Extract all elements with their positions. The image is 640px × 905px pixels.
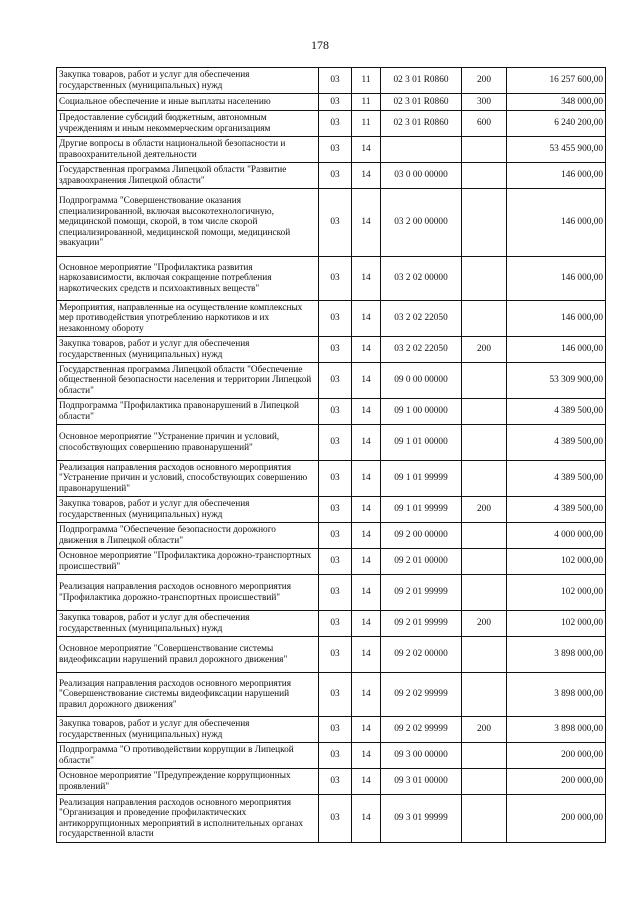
row-expense-type: 200 [462, 497, 507, 523]
row-name: Закупка товаров, работ и услуг для обеспечения государственных (муниципальных) нужд [57, 611, 319, 637]
table-row [57, 497, 606, 523]
table-row [57, 673, 606, 717]
row-section-code: 03 [319, 611, 352, 637]
row-amount: 102 000,00 [507, 575, 606, 611]
row-amount: 348 000,00 [507, 94, 606, 111]
row-expense-type [462, 575, 507, 611]
row-section-code: 03 [319, 743, 352, 769]
row-section-code: 03 [319, 399, 352, 425]
row-section-code: 03 [319, 363, 352, 399]
table-row [57, 425, 606, 461]
table-row [57, 611, 606, 637]
row-section-code: 03 [319, 497, 352, 523]
row-subsection-code: 14 [352, 673, 381, 717]
row-expense-type [462, 257, 507, 301]
row-name: Закупка товаров, работ и услуг для обеспечения государственных (муниципальных) нужд [57, 68, 319, 94]
row-section-code: 03 [319, 337, 352, 363]
row-amount: 53 455 900,00 [507, 137, 606, 163]
row-expense-type: 300 [462, 94, 507, 111]
row-subsection-code: 14 [352, 301, 381, 337]
row-expense-type: 200 [462, 717, 507, 743]
row-subsection-code: 14 [352, 575, 381, 611]
row-name: Основное мероприятие "Профилактика развития наркозависимости, включая сокращение потребления наркотических средств и психоактивных веществ" [57, 257, 319, 301]
row-subsection-code: 14 [352, 637, 381, 673]
row-expense-type [462, 189, 507, 257]
row-target-article: 03 2 02 22050 [381, 337, 462, 363]
row-amount: 146 000,00 [507, 257, 606, 301]
row-target-article: 09 0 00 00000 [381, 363, 462, 399]
table-row [57, 163, 606, 189]
row-subsection-code: 14 [352, 163, 381, 189]
row-subsection-code: 14 [352, 257, 381, 301]
row-section-code: 03 [319, 68, 352, 94]
table-row [57, 337, 606, 363]
row-target-article [381, 137, 462, 163]
row-name: Реализация направления расходов основного мероприятия "Совершенствование системы видеофиксации нарушений правил дорожного движения" [57, 673, 319, 717]
row-expense-type: 200 [462, 68, 507, 94]
row-amount: 102 000,00 [507, 611, 606, 637]
row-amount: 146 000,00 [507, 337, 606, 363]
row-amount: 146 000,00 [507, 189, 606, 257]
row-name: Государственная программа Липецкой области "Обеспечение общественной безопасности населения и территории Липецкой области" [57, 363, 319, 399]
row-name: Основное мероприятие "Устранение причин и условий, способствующих совершению правонарушений" [57, 425, 319, 461]
row-target-article: 09 1 01 99999 [381, 461, 462, 497]
row-target-article: 02 3 01 R0860 [381, 68, 462, 94]
row-amount: 146 000,00 [507, 163, 606, 189]
row-amount: 200 000,00 [507, 795, 606, 843]
row-amount: 102 000,00 [507, 549, 606, 575]
row-subsection-code: 14 [352, 137, 381, 163]
page-number: 178 [311, 38, 329, 52]
table-row [57, 257, 606, 301]
row-name: Закупка товаров, работ и услуг для обеспечения государственных (муниципальных) нужд [57, 497, 319, 523]
row-name: Подпрограмма "Совершенствование оказания специализированной, включая высокотехнологичную, медицинской помощи, скорой, в том числе скорой специализированной, медицинской помощи, медицинской эвакуации" [57, 189, 319, 257]
row-amount: 3 898 000,00 [507, 717, 606, 743]
row-amount: 16 257 600,00 [507, 68, 606, 94]
table-row [57, 301, 606, 337]
row-target-article: 09 2 02 00000 [381, 637, 462, 673]
row-expense-type: 200 [462, 611, 507, 637]
row-amount: 3 898 000,00 [507, 673, 606, 717]
row-subsection-code: 14 [352, 743, 381, 769]
row-target-article: 09 2 02 99999 [381, 717, 462, 743]
row-target-article: 09 2 02 99999 [381, 673, 462, 717]
row-expense-type: 600 [462, 111, 507, 137]
row-expense-type [462, 523, 507, 549]
row-section-code: 03 [319, 94, 352, 111]
row-expense-type [462, 743, 507, 769]
row-subsection-code: 11 [352, 111, 381, 137]
row-section-code: 03 [319, 795, 352, 843]
row-name: Реализация направления расходов основного мероприятия "Профилактика дорожно-транспортных происшествий" [57, 575, 319, 611]
row-name: Социальное обеспечение и иные выплаты населению [57, 94, 319, 111]
row-subsection-code: 14 [352, 337, 381, 363]
row-target-article: 09 3 00 00000 [381, 743, 462, 769]
row-name: Реализация направления расходов основного мероприятия "Организация и проведение профилактических антикоррупционных мероприятий в исполнительных органах государственной власти [57, 795, 319, 843]
row-section-code: 03 [319, 111, 352, 137]
table-row [57, 68, 606, 94]
row-subsection-code: 14 [352, 611, 381, 637]
row-amount: 4 000 000,00 [507, 523, 606, 549]
row-target-article: 09 3 01 00000 [381, 769, 462, 795]
table-row [57, 717, 606, 743]
row-subsection-code: 11 [352, 68, 381, 94]
row-name: Основное мероприятие "Предупреждение коррупционных проявлений" [57, 769, 319, 795]
row-name: Государственная программа Липецкой области "Развитие здравоохранения Липецкой области" [57, 163, 319, 189]
row-section-code: 03 [319, 257, 352, 301]
table-row [57, 363, 606, 399]
row-target-article: 03 2 00 00000 [381, 189, 462, 257]
row-section-code: 03 [319, 717, 352, 743]
row-target-article: 09 1 00 00000 [381, 399, 462, 425]
row-name: Закупка товаров, работ и услуг для обеспечения государственных (муниципальных) нужд [57, 717, 319, 743]
row-subsection-code: 14 [352, 497, 381, 523]
row-section-code: 03 [319, 549, 352, 575]
row-expense-type [462, 795, 507, 843]
row-amount: 146 000,00 [507, 301, 606, 337]
row-name: Реализация направления расходов основного мероприятия "Устранение причин и условий, способствующих совершению правонарушений" [57, 461, 319, 497]
budget-table-body [57, 68, 606, 843]
row-subsection-code: 14 [352, 717, 381, 743]
table-row [57, 399, 606, 425]
row-section-code: 03 [319, 425, 352, 461]
row-target-article: 09 2 01 99999 [381, 611, 462, 637]
table-row [57, 111, 606, 137]
row-name: Мероприятия, направленные на осуществление комплексных мер противодействия употреблению наркотиков и их незаконному обороту [57, 301, 319, 337]
row-expense-type [462, 549, 507, 575]
row-subsection-code: 14 [352, 425, 381, 461]
row-amount: 200 000,00 [507, 743, 606, 769]
row-name: Другие вопросы в области национальной безопасности и правоохранительной деятельности [57, 137, 319, 163]
row-section-code: 03 [319, 301, 352, 337]
row-section-code: 03 [319, 769, 352, 795]
row-expense-type [462, 425, 507, 461]
row-name: Предоставление субсидий бюджетным, автономным учреждениям и иным некоммерческим организациям [57, 111, 319, 137]
row-amount: 4 389 500,00 [507, 497, 606, 523]
row-subsection-code: 14 [352, 399, 381, 425]
row-expense-type [462, 399, 507, 425]
row-amount: 200 000,00 [507, 769, 606, 795]
row-expense-type [462, 461, 507, 497]
row-target-article: 09 1 01 00000 [381, 425, 462, 461]
row-subsection-code: 11 [352, 94, 381, 111]
row-expense-type [462, 363, 507, 399]
row-section-code: 03 [319, 637, 352, 673]
row-amount: 4 389 500,00 [507, 399, 606, 425]
row-subsection-code: 14 [352, 189, 381, 257]
table-row [57, 637, 606, 673]
row-amount: 4 389 500,00 [507, 425, 606, 461]
row-target-article: 03 2 02 22050 [381, 301, 462, 337]
row-section-code: 03 [319, 137, 352, 163]
row-subsection-code: 14 [352, 523, 381, 549]
row-section-code: 03 [319, 189, 352, 257]
row-expense-type [462, 137, 507, 163]
row-amount: 6 240 200,00 [507, 111, 606, 137]
table-row [57, 769, 606, 795]
row-target-article: 02 3 01 R0860 [381, 111, 462, 137]
row-name: Закупка товаров, работ и услуг для обеспечения государственных (муниципальных) нужд [57, 337, 319, 363]
row-amount: 3 898 000,00 [507, 637, 606, 673]
row-expense-type: 200 [462, 337, 507, 363]
row-section-code: 03 [319, 673, 352, 717]
table-row [57, 795, 606, 843]
row-section-code: 03 [319, 575, 352, 611]
row-target-article: 09 3 01 99999 [381, 795, 462, 843]
row-subsection-code: 14 [352, 461, 381, 497]
row-amount: 53 309 900,00 [507, 363, 606, 399]
row-section-code: 03 [319, 163, 352, 189]
row-name: Подпрограмма "Профилактика правонарушений в Липецкой области" [57, 399, 319, 425]
table-row [57, 549, 606, 575]
row-expense-type [462, 301, 507, 337]
row-target-article: 03 0 00 00000 [381, 163, 462, 189]
table-row [57, 743, 606, 769]
table-row [57, 94, 606, 111]
row-name: Основное мероприятие "Профилактика дорожно-транспортных происшествий" [57, 549, 319, 575]
table-row [57, 189, 606, 257]
row-expense-type [462, 673, 507, 717]
row-expense-type [462, 769, 507, 795]
row-name: Основное мероприятие "Совершенствование системы видеофиксации нарушений правил дорожного движения" [57, 637, 319, 673]
table-row [57, 575, 606, 611]
table-row [57, 137, 606, 163]
row-expense-type [462, 163, 507, 189]
row-target-article: 09 1 01 99999 [381, 497, 462, 523]
table-row [57, 461, 606, 497]
row-name: Подпрограмма "О противодействии коррупции в Липецкой области" [57, 743, 319, 769]
row-amount: 4 389 500,00 [507, 461, 606, 497]
row-target-article: 09 2 00 00000 [381, 523, 462, 549]
row-subsection-code: 14 [352, 549, 381, 575]
row-subsection-code: 14 [352, 363, 381, 399]
row-target-article: 09 2 01 99999 [381, 575, 462, 611]
row-name: Подпрограмма "Обеспечение безопасности дорожного движения в Липецкой области" [57, 523, 319, 549]
row-target-article: 02 3 01 R0860 [381, 94, 462, 111]
row-target-article: 03 2 02 00000 [381, 257, 462, 301]
row-subsection-code: 14 [352, 769, 381, 795]
budget-table [56, 67, 606, 843]
row-section-code: 03 [319, 461, 352, 497]
row-subsection-code: 14 [352, 795, 381, 843]
table-row [57, 523, 606, 549]
row-section-code: 03 [319, 523, 352, 549]
row-expense-type [462, 637, 507, 673]
row-target-article: 09 2 01 00000 [381, 549, 462, 575]
